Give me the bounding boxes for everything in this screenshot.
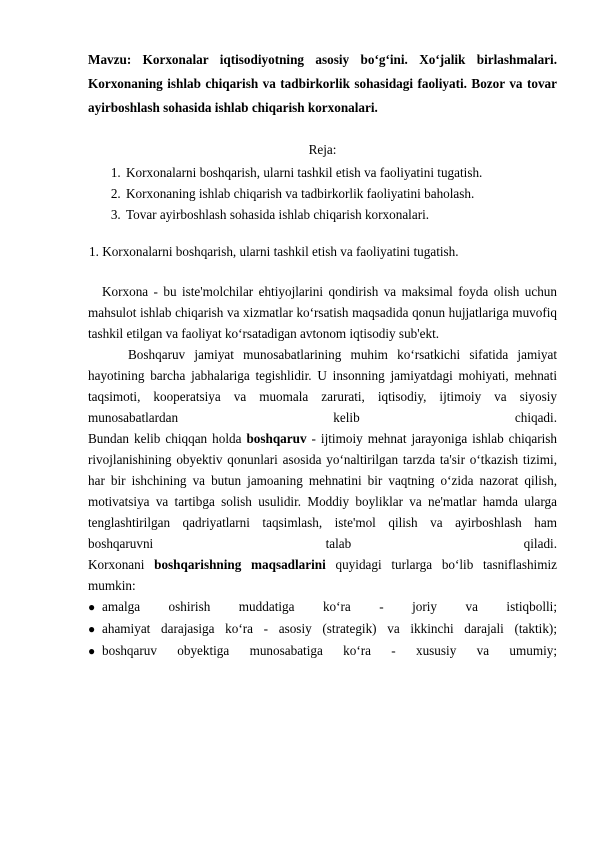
paragraph-korxona-definition: Korxona - bu iste'molchilar ehtiyojlarini qondirish va maksimal foyda olish uchun mahsulot ishlab chiqarish va xizmatlar ko‘rsatish maqsadida qonun hujjatlariga muvofiq tashkil etilgan va faoliyat ko‘rsatadigan avtonom iqtisodiy sub'ekt. — [88, 284, 557, 341]
list-item-text: ahamiyat darajasiga ko‘ra - asosiy (strategik) va ikkinchi darajali (taktik); — [102, 621, 557, 636]
paragraph-goals-intro — [88, 554, 557, 596]
plan-heading: Reja: — [308, 142, 337, 157]
bullet-icon: ● — [88, 644, 96, 658]
list-item — [88, 640, 557, 662]
topic-title: Mavzu: Korxonalar iqtisodiyotning asosiy bo‘g‘ini. Xo‘jalik birlashmalari. Korxonaning ishlab chiqarish va tadbirkorlik sohasidagi faoliyati. Bozor va tovar ayirboshlash sohasida ishlab chiqarish korxonalari. — [88, 52, 557, 115]
plan-item: 3. Tovar ayirboshlash sohasida ishlab chiqarish korxonalari. — [124, 204, 557, 225]
text-run: quyidagi turlarga bo‘lib tasniflashimiz mumkin: — [88, 557, 557, 593]
bold-term: boshqarishning maqsadlarini — [154, 557, 326, 572]
bullet-icon: ● — [88, 600, 96, 614]
text-run: - ijtimoiy mehnat jarayoniga ishlab chiqarish rivojlanishining obyektiv qonunlari asosida yo‘naltirilgan tarzda ta'sir o‘tkazish tizimi, har bir ishchining va butun jamoaning mehnatini bir vaqtning o‘zida nazorat qilish, motivatsiya va tartibga solish usulidir. Moddiy boyliklar va ne'matlar hamda ularga tenglashtirilgan qadriyatlarni taqsimlash, iste'mol qilish va ayirboshlash ham boshqaruvni talab qiladi. — [88, 431, 558, 551]
plan-list — [88, 162, 557, 225]
goals-list — [88, 596, 557, 662]
paragraph-boshqaruv-role: Boshqaruv jamiyat munosabatlarining muhim ko‘rsatkichi sifatida jamiyat hayotining barcha jabhalariga tegishlidir. U insonning jamiyatdagi mohiyati, mehnati taqsimoti, kooperatsiya va muomala zarurati, iqtisodiy, ijtimoiy va siyosiy munosabatlardan kelib chiqadi. — [88, 347, 557, 425]
bold-term: boshqaruv — [246, 431, 307, 446]
list-item-text: boshqaruv obyektiga munosabatiga ko‘ra - xususiy va umumiy; — [102, 643, 557, 658]
section-heading: 1. Korxonalarni boshqarish, ularni tashkil etish va faoliyatini tugatish. — [89, 244, 459, 259]
text-run: Bundan kelib chiqqan holda — [88, 431, 247, 446]
list-item — [88, 596, 557, 618]
list-item — [88, 618, 557, 640]
text-run: Korxonani — [88, 557, 155, 572]
document-page — [88, 48, 557, 662]
plan-item: 1. Korxonalarni boshqarish, ularni tashkil etish va faoliyatini tugatish. — [124, 162, 557, 183]
bullet-icon: ● — [88, 622, 96, 636]
list-item-text: amalga oshirish muddatiga ko‘ra - joriy va istiqbolli; — [102, 599, 557, 614]
paragraph-boshqaruv-definition — [88, 428, 557, 554]
plan-item: 2. Korxonaning ishlab chiqarish va tadbirkorlik faoliyatini baholash. — [124, 183, 557, 204]
